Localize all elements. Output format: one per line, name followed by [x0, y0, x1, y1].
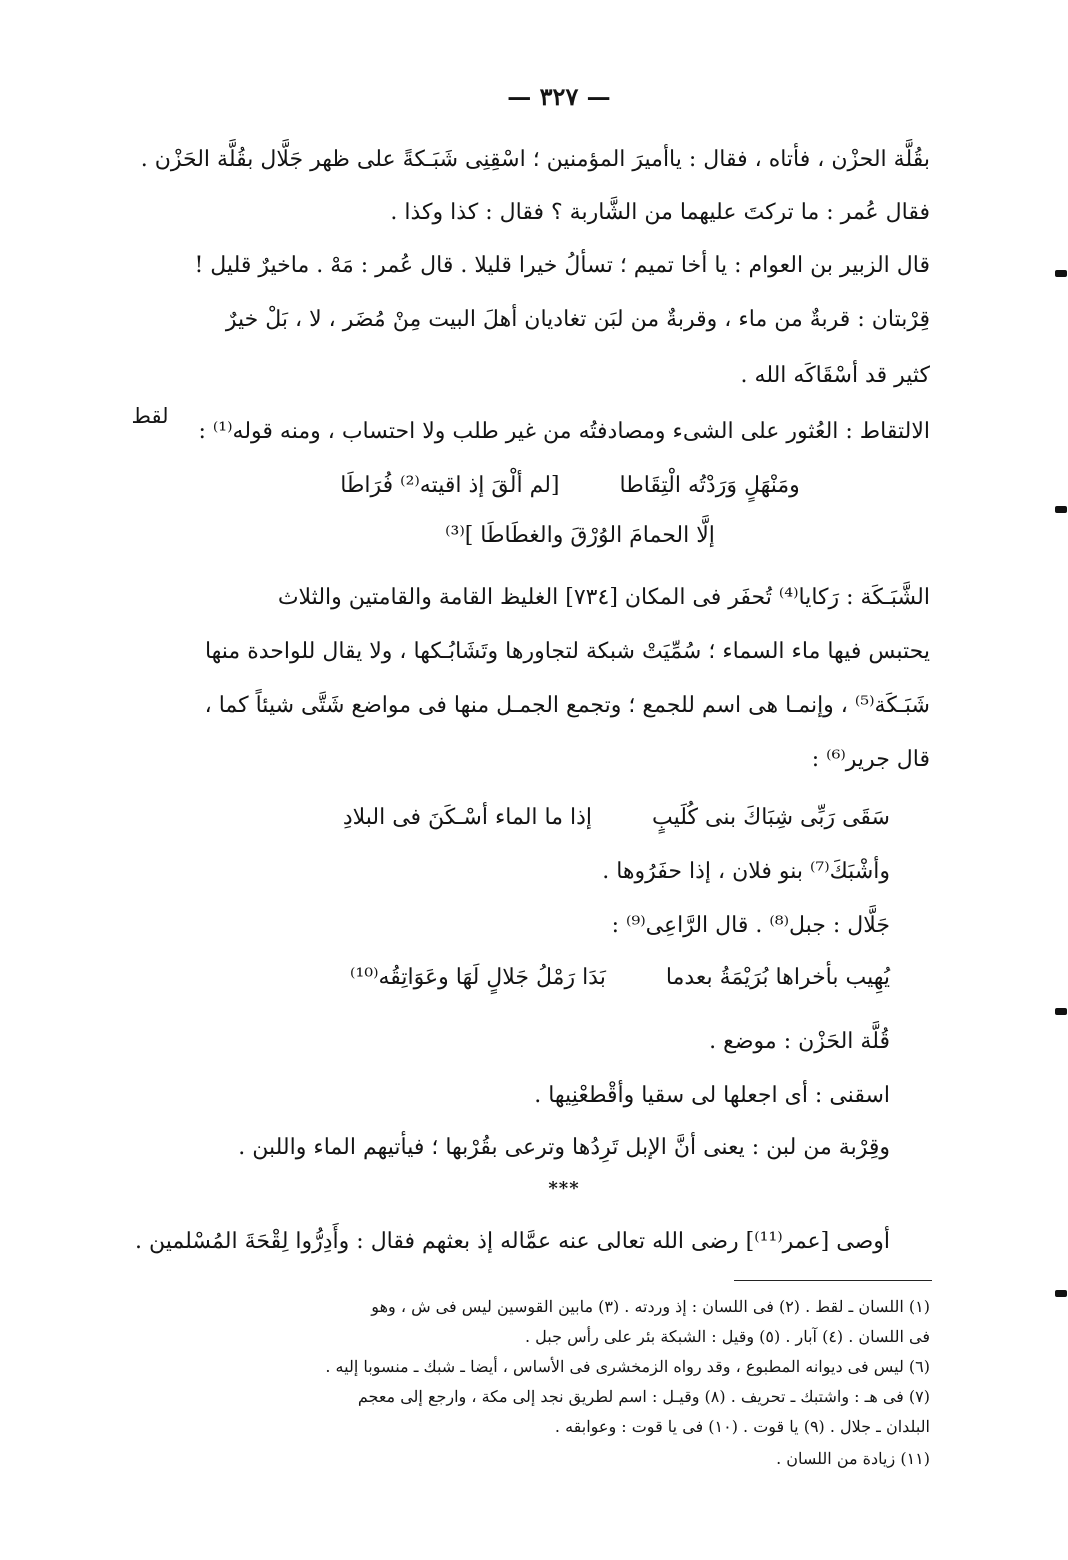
- verse-2-left-hemistich: إذا ما الماء أسْـكَنَ فى البلادِ: [342, 805, 593, 830]
- verse-3-left-hemistich: بَدَا رَمْلُ جَلالٍ لَهَا وعَوَاتِقُه⁽¹⁰⁾: [350, 965, 606, 990]
- shabaka-line-4: قال جرير⁽⁶⁾ :: [811, 747, 930, 772]
- verse-1: [300, 466, 840, 506]
- footnote-line-3: (٦) ليس فى ديوانه المطبوع ، وقد رواه الزمخشرى فى الأساس ، أيضا ـ شبك ـ منسوبا إليه .: [325, 1357, 930, 1376]
- gloss-line-2: جَلَّال : جبل⁽⁸⁾ . قال الرَّاعِى⁽⁹⁾ :: [611, 913, 890, 938]
- body-line-4: قِرْبتان : قربةٌ من ماء ، وقربةٌ من لبَن تغاديان أهلَ البيت مِنْ مُضَر ، لا ، بَلْ خيرٌ: [225, 307, 930, 332]
- section-separator: ***: [548, 1178, 580, 1199]
- verse-3-right-hemistich: يُهِيب بأخراها بُرَيْمَةُ بعدما: [665, 965, 890, 990]
- body-line-5: كثير قد أسْقَاكَه الله .: [740, 363, 930, 388]
- gloss-line-5: وقِرْبة من لبن : يعنى أنَّ الإبل تَرِدُها وترعى بقُرْبها ؛ فيأتيهم الماء واللبن .: [238, 1135, 890, 1160]
- verse-2-right-hemistich: سَقَى رَبِّى شِبَاكَ بنى كُلَيبٍ: [652, 805, 890, 830]
- shabaka-line-2: يحتبس فيها ماء السماء ؛ سُمِّيَتْ شبكة لتجاورها وتَشَابُـكها ، ولا يقال للواحدة منها: [204, 639, 930, 664]
- body-line-2: فقال عُمر : ما تركتَ عليهما من الشَّاربة ؟ فقال : كذا وكذا .: [390, 200, 930, 225]
- footnote-line-5: البلدان ـ جلال . (٩) يا قوت . (١٠) فى يا قوت : وعوابقه .: [554, 1417, 930, 1436]
- footnote-line-1: (١) اللسان ـ لقط . (٢) فى اللسان : إذ وردته . (٣) مابين القوسين ليس فى ش ، وهو: [371, 1297, 930, 1316]
- footnote-line-6: (١١) زيادة من اللسان .: [776, 1449, 930, 1468]
- edge-mark: [1055, 1290, 1067, 1297]
- shabaka-line-1: الشَّبَـكَة : رَكايا⁽⁴⁾ تُحفَر فى المكان [٧٣٤] الغليظ القامة والقامتين والثلاث: [277, 585, 930, 610]
- verse-1-continuation: إلَّا الحمامَ الوُرْقَ والغطَاطَا ]⁽³⁾: [445, 523, 715, 548]
- body-line-1: بقُلَّة الحزْن ، فأتاه ، فقال : ياأميرَ المؤمنين ؛ اسْقِنِى شَبَـكةً على ظهر جَلَّال بقُلَّة الحَزْن .: [140, 147, 930, 172]
- verse-1-left-hemistich: [لم ألْقَ إذ اقيته⁽²⁾ فُرَاطَا: [340, 473, 560, 498]
- gloss-line-3: قُلَّة الحَزْن : موضع .: [709, 1029, 890, 1054]
- footnote-line-2: فى اللسان . (٤) آبار . (٥) وقيل : الشبكة بئر على رأس جبل .: [525, 1327, 930, 1346]
- final-line: أوصى [عمر⁽¹¹⁾] رضى الله تعالى عنه عمَّاله إذ بعثهم فقال : وأَدِرُّوا لِقْحَةَ المُسْلمين .: [135, 1229, 890, 1254]
- verse-2: [200, 798, 890, 838]
- edge-mark: [1055, 1008, 1067, 1015]
- footnote-rule: [734, 1280, 932, 1281]
- gloss-line-1: وأشْبَكَ⁽⁷⁾ بنو فلان ، إذا حفَرُوها .: [602, 859, 890, 884]
- verse-1-right-hemistich: ومَنْهَلٍ وَرَدْتُه الْتِقَاطا: [619, 473, 800, 498]
- shabaka-line-3: شَبَـكَة⁽⁵⁾ ، وإنمـا هى اسم للجمع ؛ وتجمع الجمـل منها فى مواضع شَتَّى شيئاً كما ،: [204, 693, 930, 718]
- edge-mark: [1055, 506, 1067, 513]
- footnote-line-4: (٧) فى هـ : واشتبك ـ تحريف . (٨) وقيـل : اسم لطريق نجد إلى مكة ، وارجع إلى معجم: [357, 1387, 930, 1406]
- page-number: — ٣٢٧ —: [507, 82, 611, 111]
- gloss-line-4: اسقنى : أى اجعلها لى سقيا وأقْطعْنِيها .: [534, 1083, 890, 1108]
- body-line-3: قال الزبير بن العوام : يا أخا تميم ؛ تسألُ خيرا قليلا . قال عُمر : مَهْ . ماخيرٌ قليل !: [194, 253, 930, 278]
- iltiqat-line: الالتقاط : العُثور على الشىء ومصادفتُه من غير طلب ولا احتساب ، ومنه قوله⁽¹⁾ :: [198, 419, 930, 444]
- margin-headword: لقط: [131, 404, 169, 428]
- edge-mark: [1055, 270, 1067, 277]
- verse-3: [200, 958, 890, 998]
